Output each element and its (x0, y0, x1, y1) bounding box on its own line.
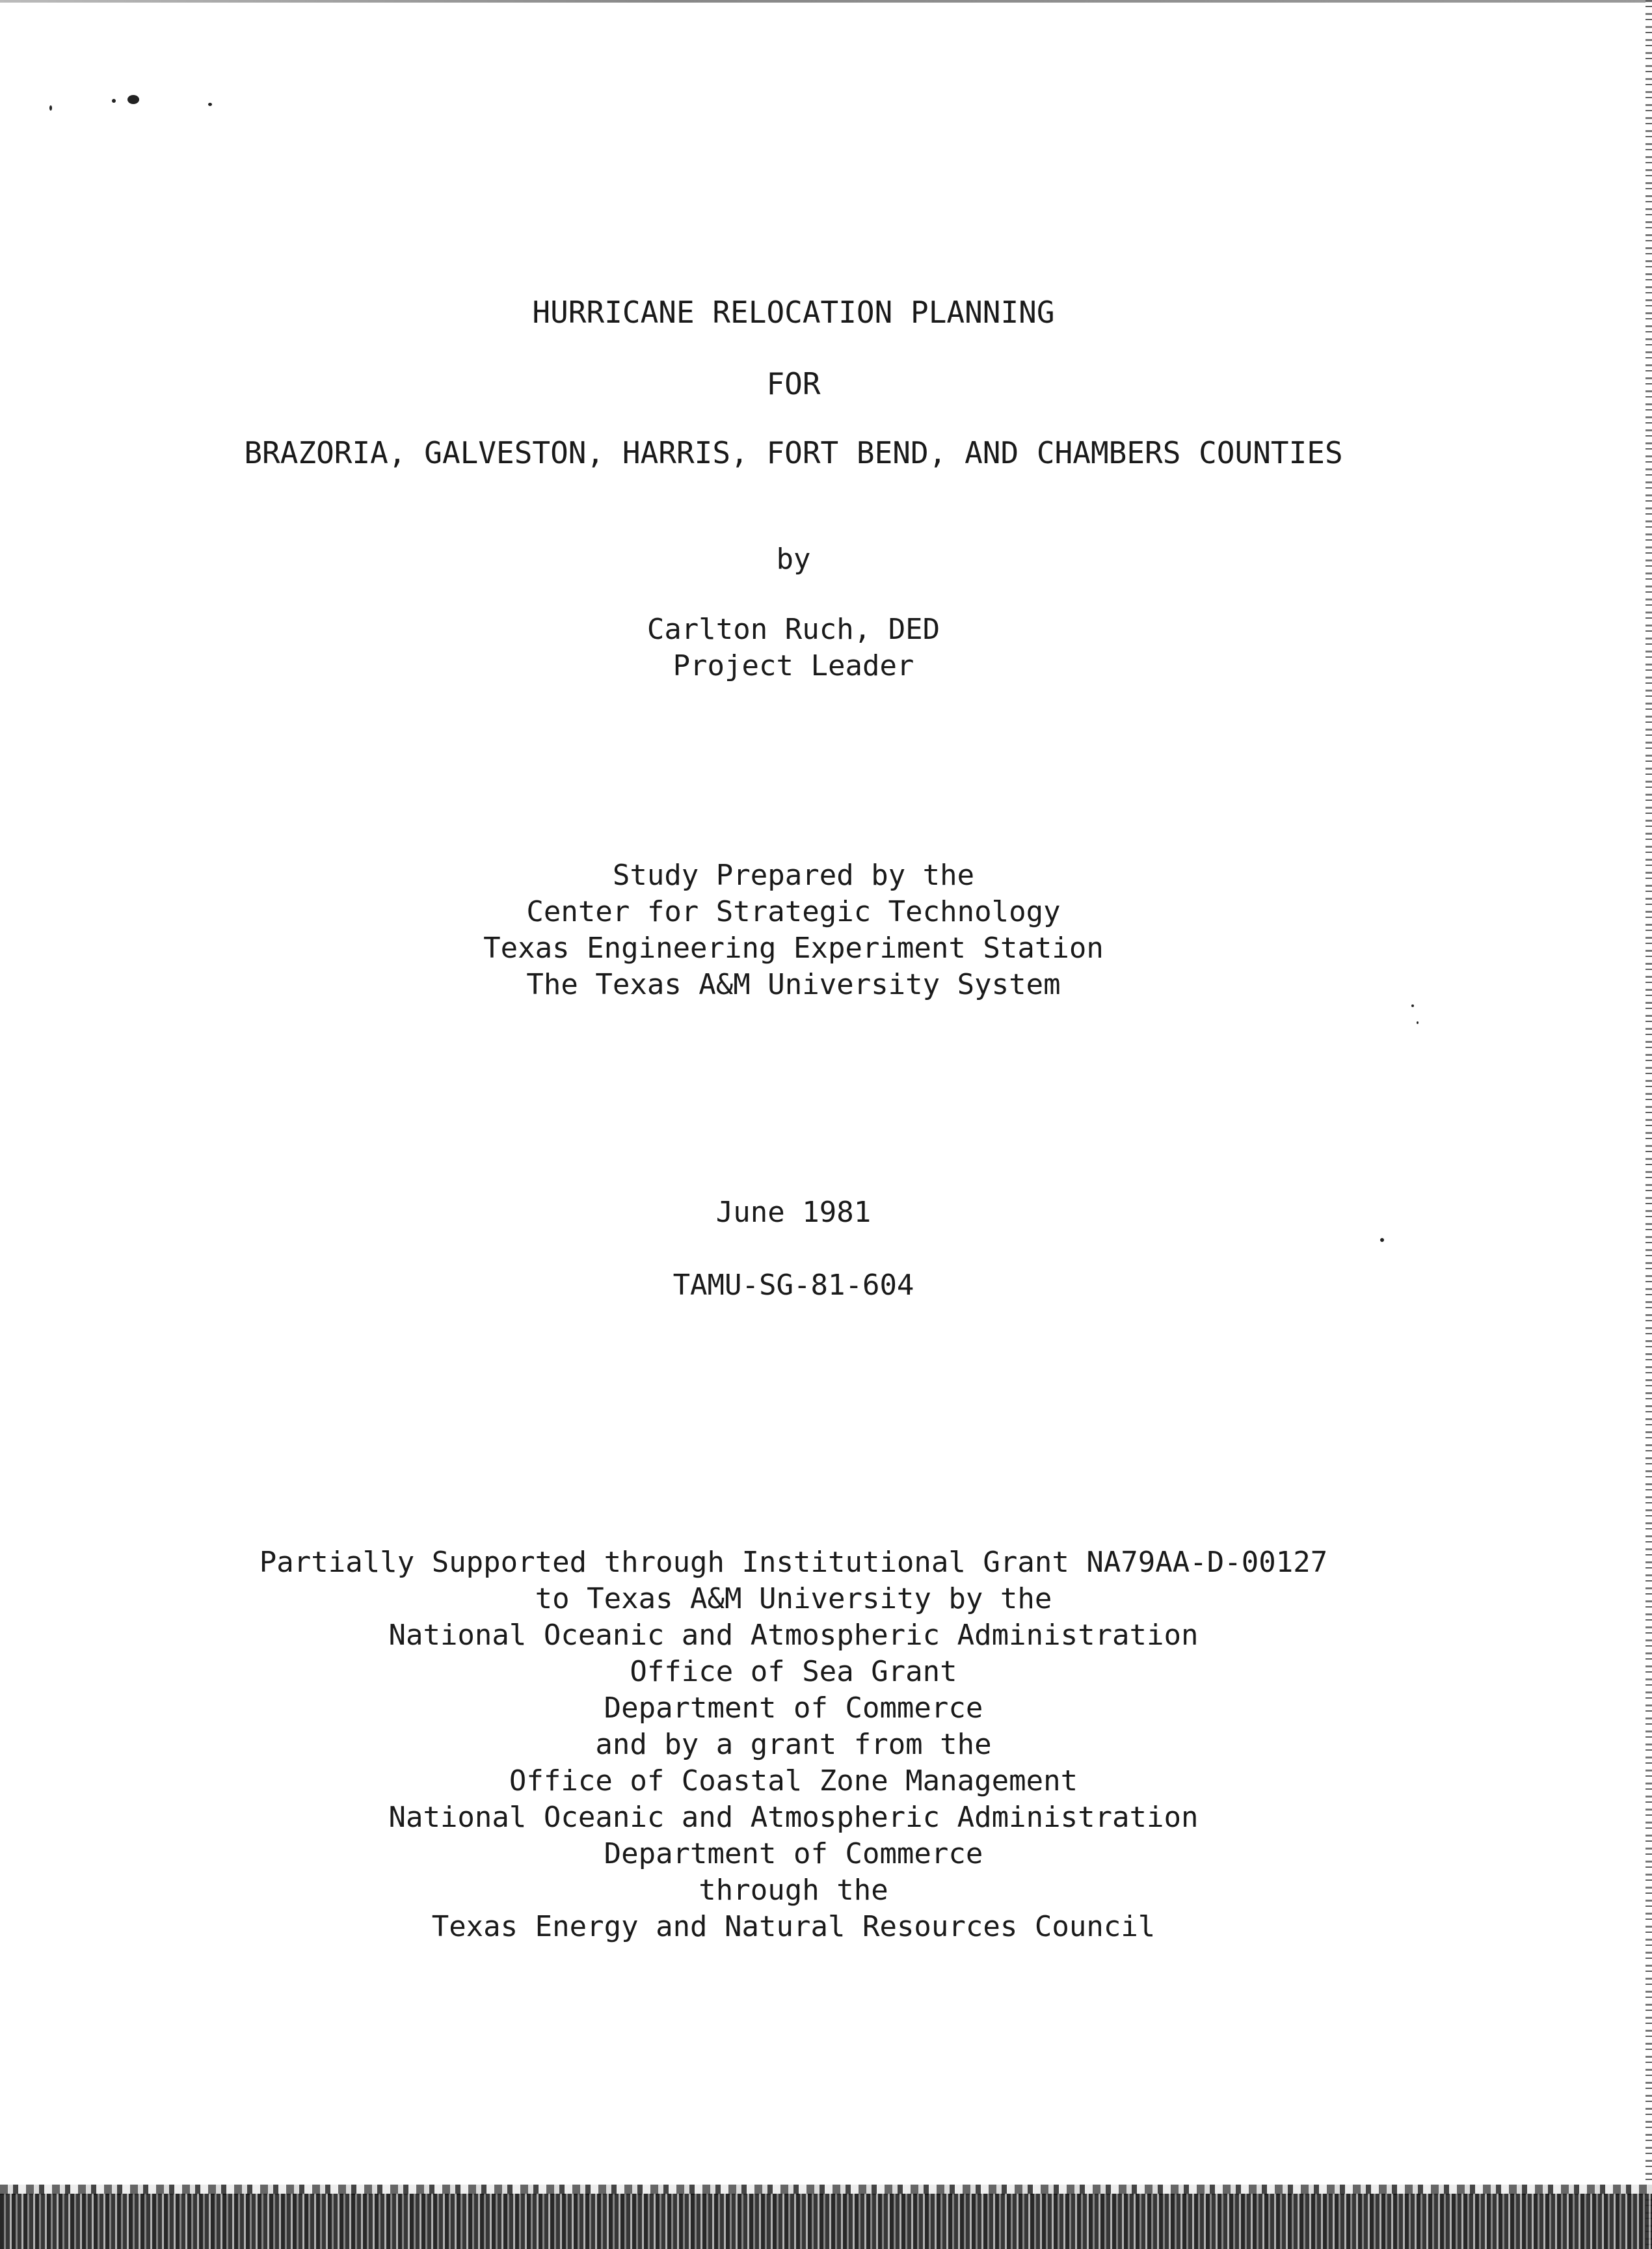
support-line-7: Office of Coastal Zone Management (509, 1764, 1078, 1798)
title-line-1: HURRICANE RELOCATION PLANNING (532, 295, 1055, 330)
scan-top-edge (0, 0, 1652, 3)
title-line-3: BRAZORIA, GALVESTON, HARRIS, FORT BEND, AND CHAMBERS COUNTIES (244, 435, 1343, 470)
prepared-by-line-2: Center for Strategic Technology (526, 895, 1061, 928)
title-line-2: FOR (766, 366, 821, 401)
prepared-by-line-3: Texas Engineering Experiment Station (483, 932, 1104, 965)
scan-speck (1380, 1238, 1384, 1242)
support-line-10: through the (699, 1874, 888, 1907)
prepared-by-line-4: The Texas A&M University System (526, 968, 1061, 1001)
author-role: Project Leader (673, 649, 914, 682)
byline: by (776, 543, 811, 576)
report-number: TAMU-SG-81-604 (673, 1269, 914, 1302)
support-line-5: Department of Commerce (604, 1691, 983, 1725)
support-line-3: National Oceanic and Atmospheric Administration (388, 1619, 1199, 1652)
scan-speck (49, 105, 52, 111)
author-name: Carlton Ruch, DED (646, 613, 940, 646)
support-line-6: and by a grant from the (595, 1728, 992, 1761)
scan-bottom-edge (0, 2194, 1652, 2249)
scan-speck (127, 95, 139, 104)
support-line-8: National Oceanic and Atmospheric Administration (388, 1801, 1199, 1834)
prepared-by-line-1: Study Prepared by the (612, 859, 975, 892)
scan-speck (112, 99, 116, 103)
scan-speck (1411, 1004, 1414, 1007)
scan-right-edge (1645, 0, 1652, 2249)
support-line-1: Partially Supported through Institutional Grant NA79AA-D-00127 (259, 1546, 1328, 1579)
scan-speck (1417, 1021, 1419, 1024)
publication-date: June 1981 (715, 1196, 872, 1229)
support-line-2: to Texas A&M University by the (535, 1582, 1052, 1615)
support-line-9: Department of Commerce (604, 1837, 983, 1870)
support-line-11: Texas Energy and Natural Resources Council (431, 1910, 1156, 1943)
scan-speck (208, 103, 212, 106)
support-line-4: Office of Sea Grant (630, 1655, 957, 1688)
